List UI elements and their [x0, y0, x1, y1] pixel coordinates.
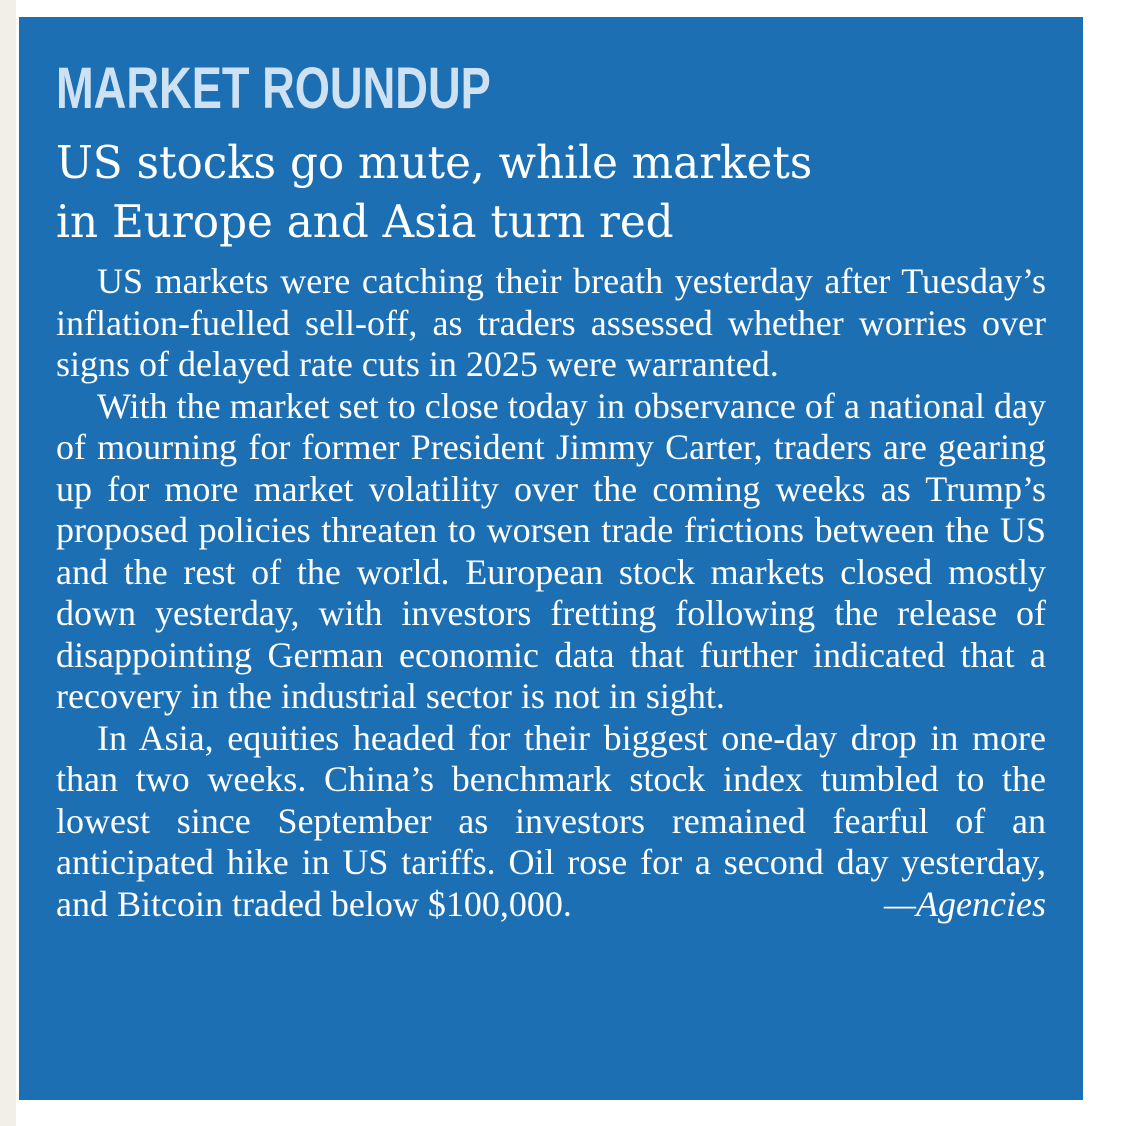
paper-edge	[0, 0, 16, 1126]
headline-line-1: US stocks go mute, while markets	[56, 136, 813, 189]
paragraph-3-text: In Asia, equities headed for their biggest one-day drop in more than two weeks. China’s benchmark stock index tumbled to the lowest since September as investors remained fearful of an anticipated hike in US tariffs. Oil rose for a second day yesterday, and Bitcoin traded below $100,000.	[56, 717, 1046, 924]
paragraph-2: With the market set to close today in observance of a national day of mourning for former President Jimmy Carter, traders are gearing up for more market volatility over the coming weeks as Trump’s proposed policies threaten to worsen trade frictions between the US and the rest of the world. European stock markets closed mostly down yesterday, with investors fretting following the release of disappointing German economic data that further indicated that a recovery in the industrial sector is not in sight.	[56, 385, 1046, 716]
section-kicker: MARKET ROUNDUP	[56, 56, 491, 121]
headline	[56, 133, 1016, 251]
market-roundup-box	[19, 17, 1083, 1100]
paragraph-1: US markets were catching their breath yesterday after Tuesday’s inflation-fuelled sell-off, as traders assessed whether worries over signs of delayed rate cuts in 2025 were warranted.	[56, 261, 1046, 384]
article-body	[56, 261, 1046, 925]
byline-signature: —Agencies	[884, 883, 1046, 924]
paragraph-3	[56, 718, 1046, 926]
headline-line-2: in Europe and Asia turn red	[56, 195, 674, 248]
